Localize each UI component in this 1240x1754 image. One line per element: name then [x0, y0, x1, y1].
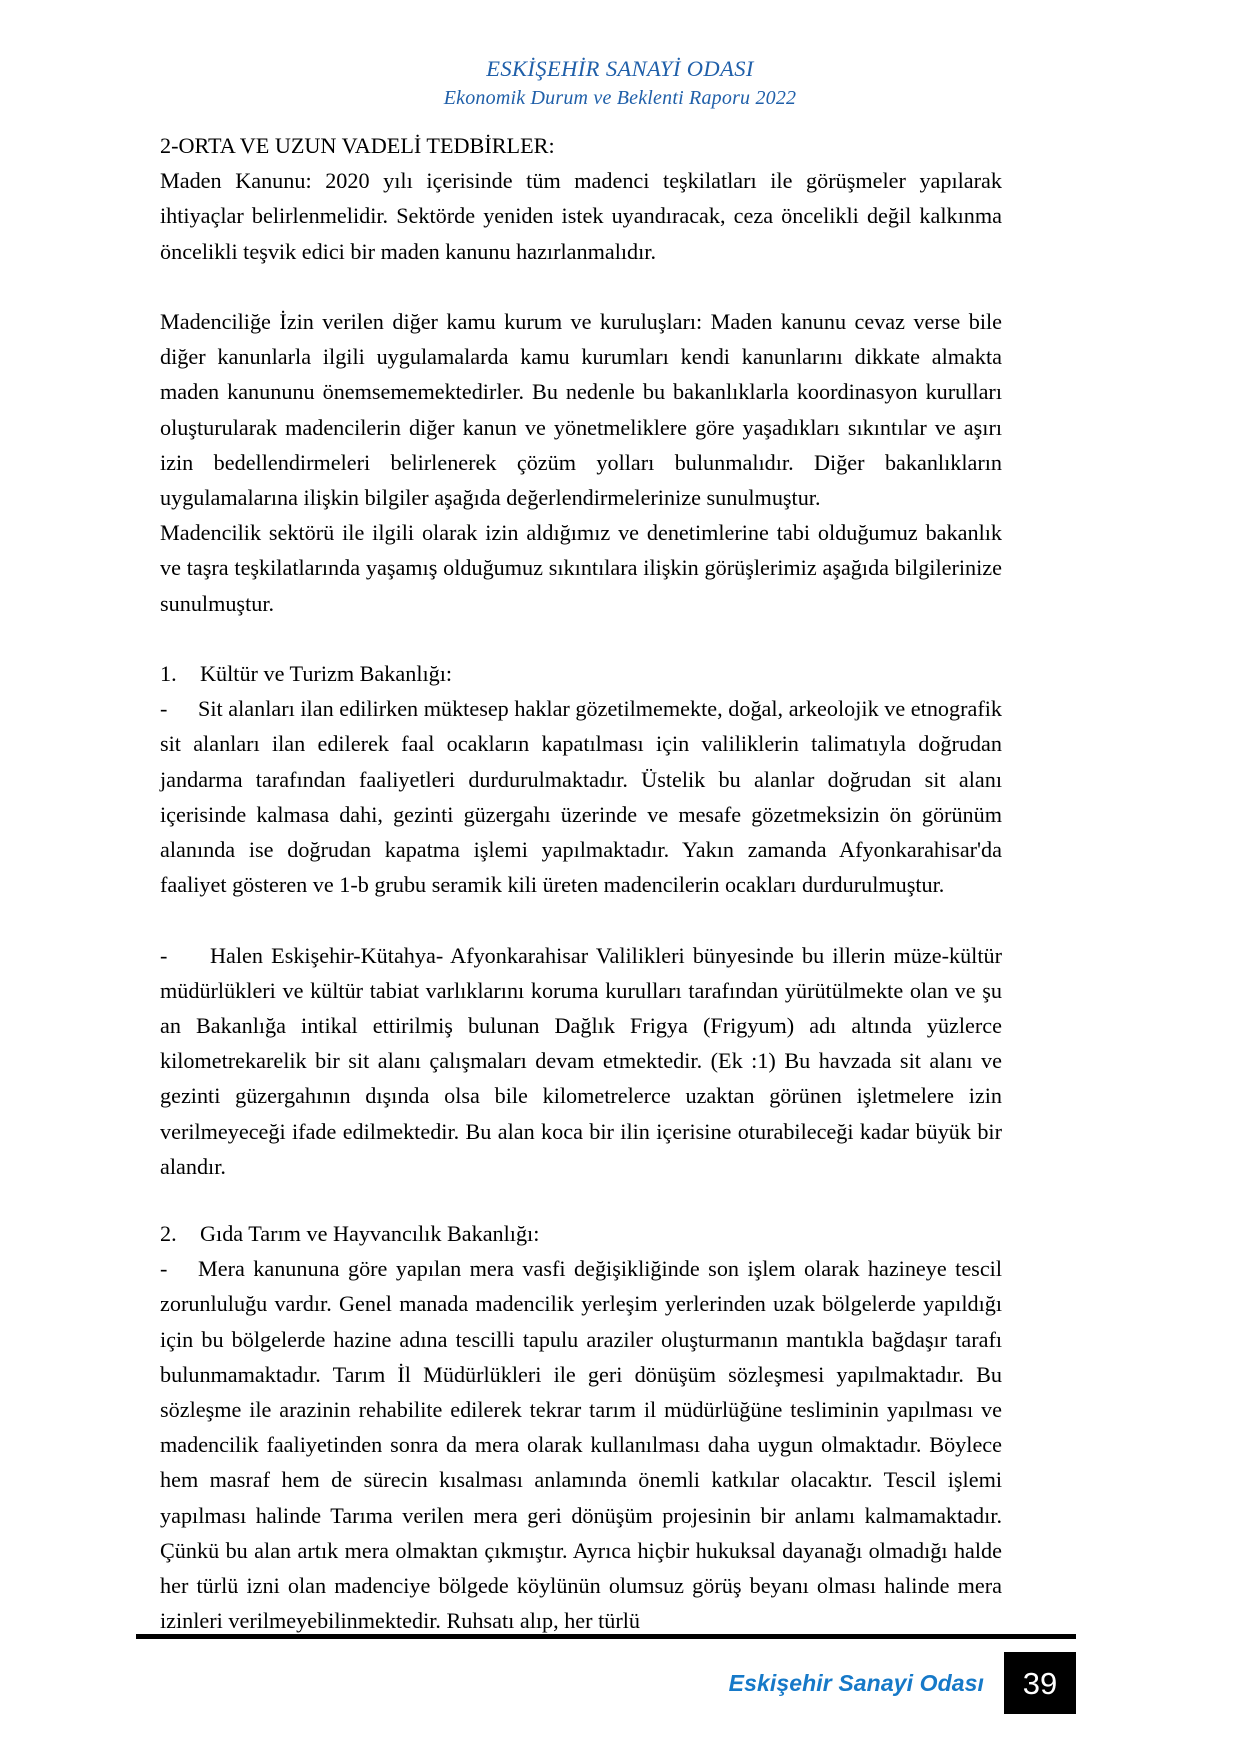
- list-item-2-title: Gıda Tarım ve Hayvancılık Bakanlığı:: [200, 1221, 540, 1247]
- bullet-dash-marker: -: [160, 1256, 168, 1282]
- bullet-dash-marker: -: [160, 696, 168, 722]
- paragraph-spacer: [160, 902, 1002, 937]
- list-item-1-heading: [160, 656, 1002, 691]
- list-item-2-heading: [160, 1216, 1002, 1251]
- paragraph-maden-kanunu: Maden Kanunu: 2020 yılı içerisinde tüm madenci teşkilatları ile görüşmeler yapılarak ihtiyaçlar belirlenmelidir. Sektörde yeniden istek uyandıracak, ceza öncelikli değil kalkınma öncelikli teşvik edici bir maden kanunu hazırlanmalıdır.: [160, 168, 1002, 264]
- bullet-text: Halen Eskişehir-Kütahya- Afyonkarahisar Valilikleri bünyesinde bu illerin müze-kültür müdürlükleri ve kültür tabiat varlıklarını koruma kurulları tarafından yürütülmekte olan ve şu an Bakanlığa intikal ettirilmiş bulunan Dağlık Frigya (Frigyum) adı altında yüzlerce kilometrekarelik bir sit alanı çalışmaları devam etmektedir. (Ek :1) Bu havzada sit alanı ve gezinti güzergahının dışında olsa bile kilometrelerce uzaktan görünen işletmelere izin verilmeyeceği ifade edilmektedir. Bu alan koca bir ilin içerisine oturabileceği kadar büyük bir alandır.: [160, 942, 1002, 1179]
- list-item-2-bullet-1: [160, 1251, 1002, 1638]
- list-item-2-number: 2.: [160, 1221, 177, 1247]
- list-item-1-bullet-2: [160, 938, 1002, 1184]
- paragraph-spacer: [160, 621, 1002, 656]
- list-item-1-title: Kültür ve Turizm Bakanlığı:: [200, 661, 453, 687]
- list-item-1-number: 1.: [160, 661, 177, 687]
- footer-organization-name: Eskişehir Sanayi Odası: [728, 1669, 984, 1696]
- page-number-box: [1004, 1652, 1076, 1714]
- paragraph-spacer: [160, 1184, 1002, 1216]
- paragraph-spacer: [160, 269, 1002, 304]
- footer-divider-rule: [136, 1634, 1076, 1639]
- list-item-1-bullet-1: [160, 691, 1002, 902]
- paragraph-izin-verilen: Madenciliğe İzin verilen diğer kamu kurum ve kuruluşları: Maden kanunu cevaz verse bile diğer kanunlarla ilgili uygulamalarda kamu kurumları kendi kanunlarını dikkate almakta maden kanununu önemsememektedirler. Bu nedenle bu bakanlıklarla koordinasyon kurulları oluşturularak madencilerin diğer kanun ve yönetmeliklere göre yaşadıkları sıkıntılar ve aşırı izin bedellendirmeleri belirlenerek çözüm yolları bulunmalıdır. Diğer bakanlıkların uygulamalarına ilişkin bilgiler aşağıda değerlendirmelerinize sunulmuştur.: [160, 309, 1002, 511]
- page-header: [0, 56, 1240, 110]
- header-organization-name: ESKİŞEHİR SANAYİ ODASI: [486, 56, 754, 81]
- document-body: [160, 128, 1002, 1638]
- bullet-dash-marker: -: [160, 942, 168, 968]
- header-report-title: Ekonomik Durum ve Beklenti Raporu 2022: [443, 86, 797, 109]
- section-heading: 2-ORTA VE UZUN VADELİ TEDBİRLER:: [160, 133, 555, 158]
- paragraph-madencilik-sektoru: Madencilik sektörü ile ilgili olarak izin aldığımız ve denetimlerine tabi olduğumuz bakanlık ve taşra teşkilatlarında yaşamış olduğumuz sıkıntılara ilişkin görüşlerimiz aşağıda bilgilerinize sunulmuştur.: [160, 520, 1002, 616]
- bullet-text: Sit alanları ilan edilirken müktesep haklar gözetilmemekte, doğal, arkeolojik ve etnografik sit alanları ilan edilerek faal ocakların kapatılması için valiliklerin talimatıyla doğrudan jandarma tarafından faaliyetleri durdurulmaktadır. Üstelik bu alanlar doğrudan sit alanı içerisinde kalmasa dahi, gezinti güzergahı üzerinde ve mesafe gözetmeksizin ön görünüm alanında ise doğrudan kapatma işlemi yapılmaktadır. Yakın zamanda Afyonkarahisar'da faaliyet gösteren ve 1-b grubu seramik kili üreten madencilerin ocakları durdurulmuştur.: [160, 696, 1002, 898]
- page-number: 39: [1022, 1665, 1058, 1701]
- bullet-text: Mera kanununa göre yapılan mera vasfi değişikliğinde son işlem olarak hazineye tescil zorunluluğu vardır. Genel manada madencilik yerleşim yerlerinden uzak bölgelerde yapıldığı için bu bölgelerde hazine adına tescilli tapulu araziler oluşturmanın mantıkla bağdaşır tarafı bulunmamaktadır. Tarım İl Müdürlükleri ile geri dönüşüm sözleşmesi yapılmaktadır. Bu sözleşme ile arazinin rehabilite edilerek tekrar tarım il müdürlüğüne tesliminin yapılması ve madencilik faaliyetinden sonra da mera olarak kullanılması daha uygun olmaktadır. Böylece hem masraf hem de sürecin kısalması anlamında önemli katkılar olacaktır. Tescil işlemi yapılması halinde Tarıma verilen mera geri dönüşüm projesinin bir anlamı kalmamaktadır. Çünkü bu alan artık mera olmaktan çıkmıştır. Ayrıca hiçbir hukuksal dayanağı olmadığı halde her türlü izni olan madenciye bölgede köylünün olumsuz görüş beyanı olması halinde mera izinleri verilmeyebilinmektedir. Ruhsatı alıp, her türlü: [160, 1256, 1002, 1634]
- page-footer: [136, 1652, 1076, 1714]
